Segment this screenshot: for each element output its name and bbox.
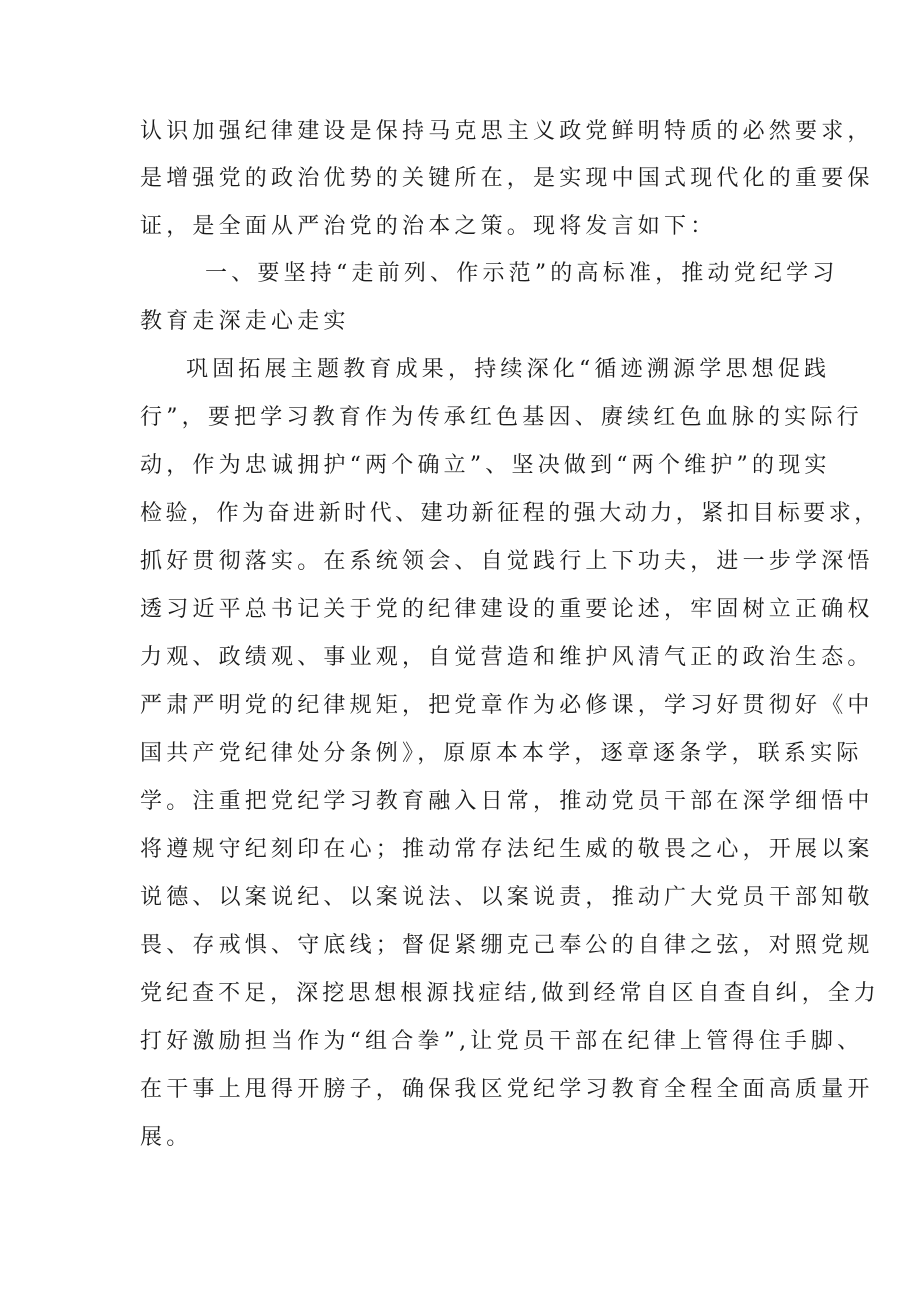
text-line: 巩固拓展主题教育成果，持续深化“循迹溯源学思想促践 (186, 357, 831, 382)
text-line: 抓好贯彻落实。在系统领会、自觉践行上下功夫，进一步学深悟 (140, 549, 874, 574)
section-heading: 一、要坚持“走前列、作示范”的高标准，推动党纪学习 (205, 261, 839, 286)
text-line: 认识加强纪律建设是保持马克思主义政党鲜明特质的必然要求， (140, 119, 874, 144)
text-line: 透习近平总书记关于党的纪律建设的重要论述，牢固树立正确权 (140, 597, 874, 622)
text-line: 说德、以案说纪、以案说法、以案说责，推动广大党员干部知敬 (140, 885, 874, 910)
text-line: 学。注重把党纪学习教育融入日常，推动党员干部在深学细悟中 (140, 789, 874, 814)
text-line: 证，是全面从严治党的治本之策。现将发言如下： (140, 214, 717, 239)
text-line: 国共产党纪律处分条例》，原原本本学，逐章逐条学，联系实际 (140, 741, 863, 766)
text-line: 展。 (140, 1125, 193, 1150)
text-line: 动，作为忠诚拥护“两个确立”、坚决做到“两个维护”的现实 (140, 453, 831, 478)
text-line: 将遵规守纪刻印在心；推动常存法纪生威的敬畏之心，开展以案 (140, 837, 874, 862)
text-line: 严肃严明党的纪律规矩，把党章作为必修课，学习好贯彻好《中 (140, 693, 874, 718)
text-line: 检验，作为奋进新时代、建功新征程的强大动力，紧扣目标要求， (140, 501, 880, 526)
text-line: 党纪查不足，深挖思想根源找症结,做到经常自区自查自纠，全力 (140, 981, 880, 1006)
text-line: 畏、存戒惧、守底线；督促紧绷克己奉公的自律之弦，对照党规 (140, 933, 874, 958)
text-line: 力观、政绩观、事业观，自觉营造和维护风清气正的政治生态。 (140, 645, 874, 670)
section-heading: 教育走深走心走实 (140, 309, 350, 334)
text-line: 在干事上甩得开膀子，确保我区党纪学习教育全程全面高质量开 (140, 1077, 874, 1102)
text-line: 行”，要把学习教育作为传承红色基因、赓续红色血脉的实际行 (140, 405, 863, 430)
text-line: 是增强党的政治优势的关键所在，是实现中国式现代化的重要保 (140, 166, 874, 191)
text-line: 打好激励担当作为“组合拳”,让党员干部在纪律上管得住手脚、 (140, 1029, 864, 1054)
